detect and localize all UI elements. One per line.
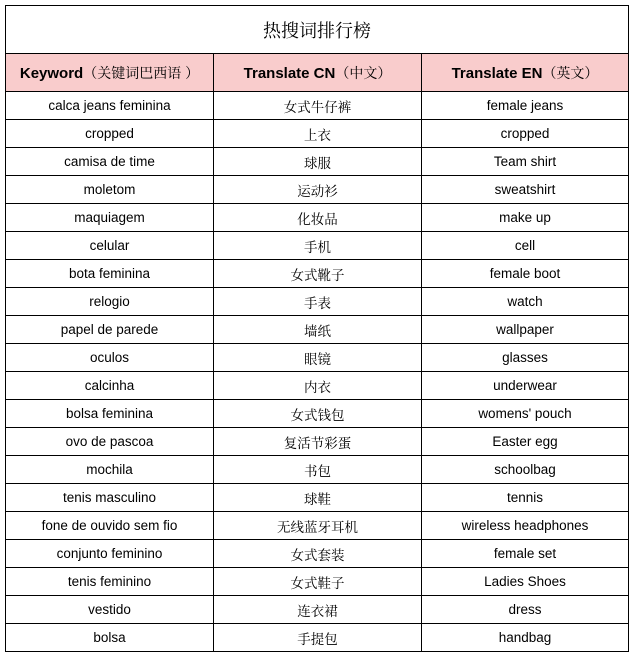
table-row — [6, 316, 629, 344]
keyword-cell: moletom — [6, 176, 214, 204]
translate-en-cell: schoolbag — [422, 456, 629, 484]
table-row — [6, 120, 629, 148]
keyword-cell: papel de parede — [6, 316, 214, 344]
table-row — [6, 92, 629, 120]
table-row — [6, 484, 629, 512]
keyword-cell: relogio — [6, 288, 214, 316]
keyword-cell: conjunto feminino — [6, 540, 214, 568]
translate-en-cell: female boot — [422, 260, 629, 288]
translate-cn-cell: 内衣 — [214, 372, 422, 400]
translate-cn-cell: 书包 — [214, 456, 422, 484]
translate-cn-cell: 复活节彩蛋 — [214, 428, 422, 456]
translate-en-cell: female set — [422, 540, 629, 568]
translate-en-cell: make up — [422, 204, 629, 232]
translate-en-cell: cropped — [422, 120, 629, 148]
translate-cn-cell: 手提包 — [214, 624, 422, 652]
translate-cn-cell: 女式套装 — [214, 540, 422, 568]
translate-cn-cell: 眼镜 — [214, 344, 422, 372]
table-row — [6, 288, 629, 316]
translate-en-cell: Ladies Shoes — [422, 568, 629, 596]
keyword-cell: vestido — [6, 596, 214, 624]
translate-en-cell: womens' pouch — [422, 400, 629, 428]
keyword-cell: bota feminina — [6, 260, 214, 288]
translate-cn-cell: 运动衫 — [214, 176, 422, 204]
translate-cn-cell: 女式钱包 — [214, 400, 422, 428]
keyword-cell: celular — [6, 232, 214, 260]
translate-en-cell: Easter egg — [422, 428, 629, 456]
header-row — [6, 54, 629, 92]
keyword-cell: calcinha — [6, 372, 214, 400]
translate-en-cell: Team shirt — [422, 148, 629, 176]
table-row — [6, 428, 629, 456]
table-row — [6, 232, 629, 260]
keyword-cell: bolsa — [6, 624, 214, 652]
translate-en-cell: female jeans — [422, 92, 629, 120]
keyword-cell: bolsa feminina — [6, 400, 214, 428]
header-en-main: Translate EN — [451, 64, 543, 82]
keyword-cell: tenis masculino — [6, 484, 214, 512]
translate-en-cell: watch — [422, 288, 629, 316]
translate-en-cell: wireless headphones — [422, 512, 629, 540]
keyword-cell: maquiagem — [6, 204, 214, 232]
header-translate-cn — [214, 54, 422, 92]
table-row — [6, 204, 629, 232]
keyword-cell: oculos — [6, 344, 214, 372]
table-row — [6, 568, 629, 596]
table-row — [6, 344, 629, 372]
title-row — [6, 6, 629, 54]
table-row — [6, 148, 629, 176]
keyword-cell: cropped — [6, 120, 214, 148]
header-cn-sub: （中文） — [335, 64, 392, 81]
table-row — [6, 596, 629, 624]
translate-en-cell: handbag — [422, 624, 629, 652]
ranking-table-container — [5, 5, 628, 652]
translate-cn-cell: 手表 — [214, 288, 422, 316]
table-row — [6, 456, 629, 484]
translate-cn-cell: 上衣 — [214, 120, 422, 148]
header-cn-main: Translate CN — [243, 64, 336, 82]
translate-cn-cell: 球服 — [214, 148, 422, 176]
translate-cn-cell: 球鞋 — [214, 484, 422, 512]
translate-cn-cell: 墙纸 — [214, 316, 422, 344]
translate-cn-cell: 女式牛仔裤 — [214, 92, 422, 120]
header-translate-en — [422, 54, 629, 92]
translate-cn-cell: 女式靴子 — [214, 260, 422, 288]
table-row — [6, 372, 629, 400]
table-row — [6, 540, 629, 568]
keyword-cell: ovo de pascoa — [6, 428, 214, 456]
keyword-cell: mochila — [6, 456, 214, 484]
header-keyword-sub: （关键词巴西语 ） — [83, 64, 200, 81]
translate-cn-cell: 手机 — [214, 232, 422, 260]
translate-cn-cell: 连衣裙 — [214, 596, 422, 624]
table-row — [6, 624, 629, 652]
translate-en-cell: glasses — [422, 344, 629, 372]
hot-search-ranking-table — [5, 5, 629, 652]
keyword-cell: calca jeans feminina — [6, 92, 214, 120]
table-row — [6, 176, 629, 204]
translate-cn-cell: 化妆品 — [214, 204, 422, 232]
translate-en-cell: underwear — [422, 372, 629, 400]
keyword-cell: camisa de time — [6, 148, 214, 176]
table-row — [6, 260, 629, 288]
translate-cn-cell: 女式鞋子 — [214, 568, 422, 596]
translate-en-cell: dress — [422, 596, 629, 624]
table-row — [6, 512, 629, 540]
translate-cn-cell: 无线蓝牙耳机 — [214, 512, 422, 540]
translate-en-cell: sweatshirt — [422, 176, 629, 204]
keyword-cell: fone de ouvido sem fio — [6, 512, 214, 540]
table-row — [6, 400, 629, 428]
table-title: 热搜词排行榜 — [6, 6, 629, 54]
header-keyword — [6, 54, 214, 92]
translate-en-cell: tennis — [422, 484, 629, 512]
translate-en-cell: wallpaper — [422, 316, 629, 344]
header-keyword-main: Keyword — [19, 64, 84, 82]
header-en-sub: （英文） — [542, 64, 599, 81]
table-body — [6, 92, 629, 652]
translate-en-cell: cell — [422, 232, 629, 260]
keyword-cell: tenis feminino — [6, 568, 214, 596]
